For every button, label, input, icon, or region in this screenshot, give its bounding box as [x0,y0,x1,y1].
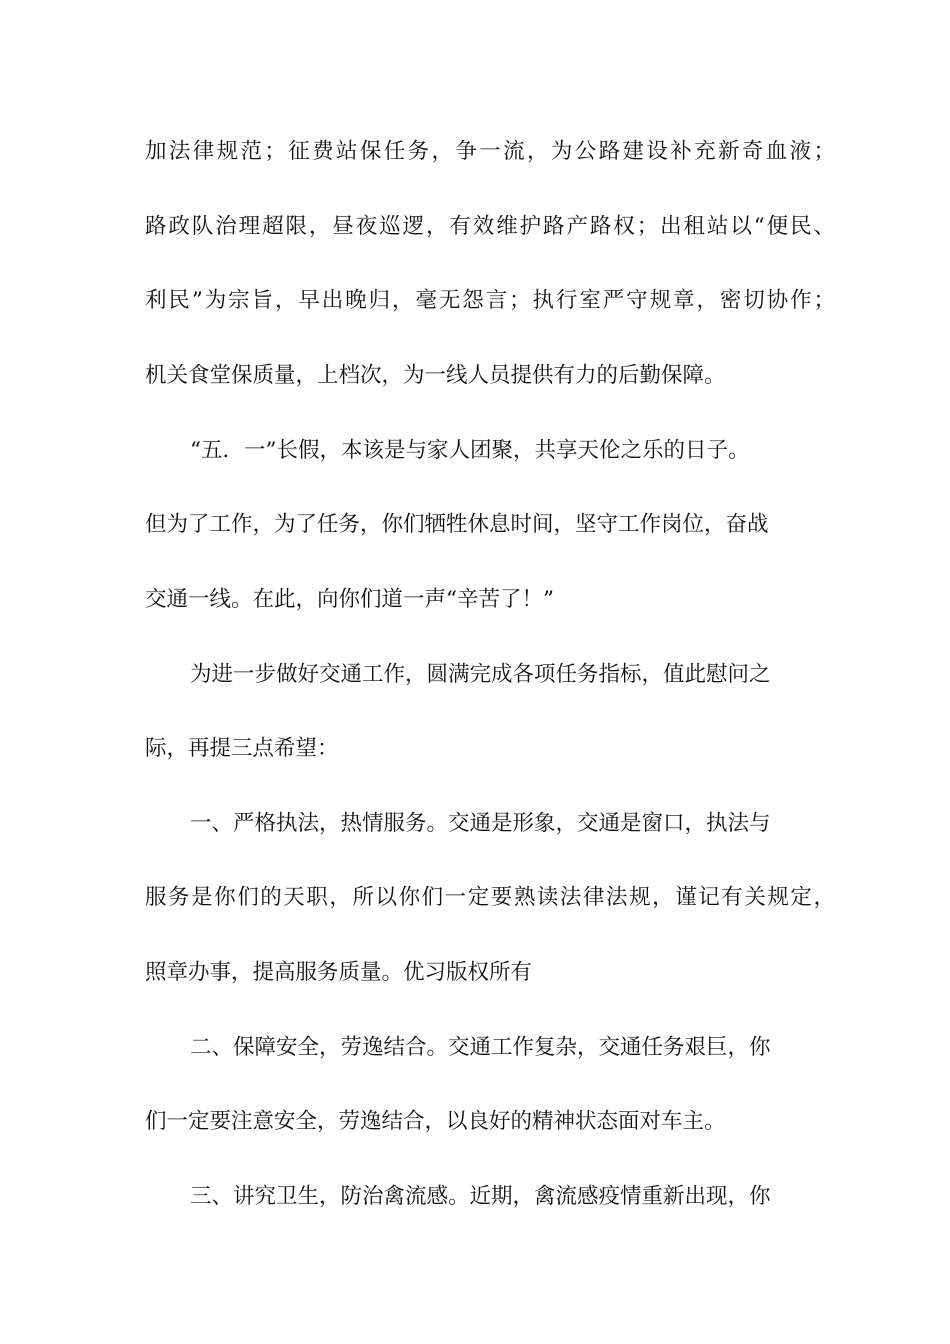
text-line-1: 加法律规范；征费站保任务，争一流，为公路建设补充新奇血液； [145,139,835,164]
text-line-4: 机关食堂保质量，上档次，为一线人员提供有力的后勤保障。 [145,363,726,388]
paragraph-start-line-10: 一、严格执法，热情服务。交通是形象，交通是窗口，执法与 [190,811,771,836]
text-line-12: 照章办事，提高服务质量。优习版权所有 [145,960,533,985]
text-line-11: 服务是你们的天职，所以你们一定要熟读法律法规，谨记有关规定， [145,885,835,910]
text-line-3: 利民”为宗旨，早出晚归，毫无怨言；执行室严守规章，密切协作； [145,288,835,313]
paragraph-start-line-5: “五．一”长假，本该是与家人团聚，共享天伦之乐的日子。 [190,438,750,463]
text-line-2: 路政队治理超限，昼夜巡逻，有效维护路产路权；出租站以“便民、 [145,214,835,239]
text-line-6: 但为了工作，为了任务，你们牺牲休息时间，坚守工作岗位，奋战 [145,512,769,537]
text-line-7: 交通一线。在此，向你们道一声“辛苦了！” [145,587,554,612]
text-line-9: 际，再提三点希望： [145,736,339,761]
text-line-14: 们一定要注意安全，劳逸结合，以良好的精神状态面对车主。 [145,1109,726,1134]
paragraph-start-line-13: 二、保障安全，劳逸结合。交通工作复杂，交通任务艰巨，你 [190,1035,771,1060]
paragraph-start-line-8: 为进一步做好交通工作，圆满完成各项任务指标，值此慰问之 [190,662,771,687]
paragraph-start-line-15: 三、讲究卫生，防治禽流感。近期，禽流感疫情重新出现，你 [190,1184,771,1209]
